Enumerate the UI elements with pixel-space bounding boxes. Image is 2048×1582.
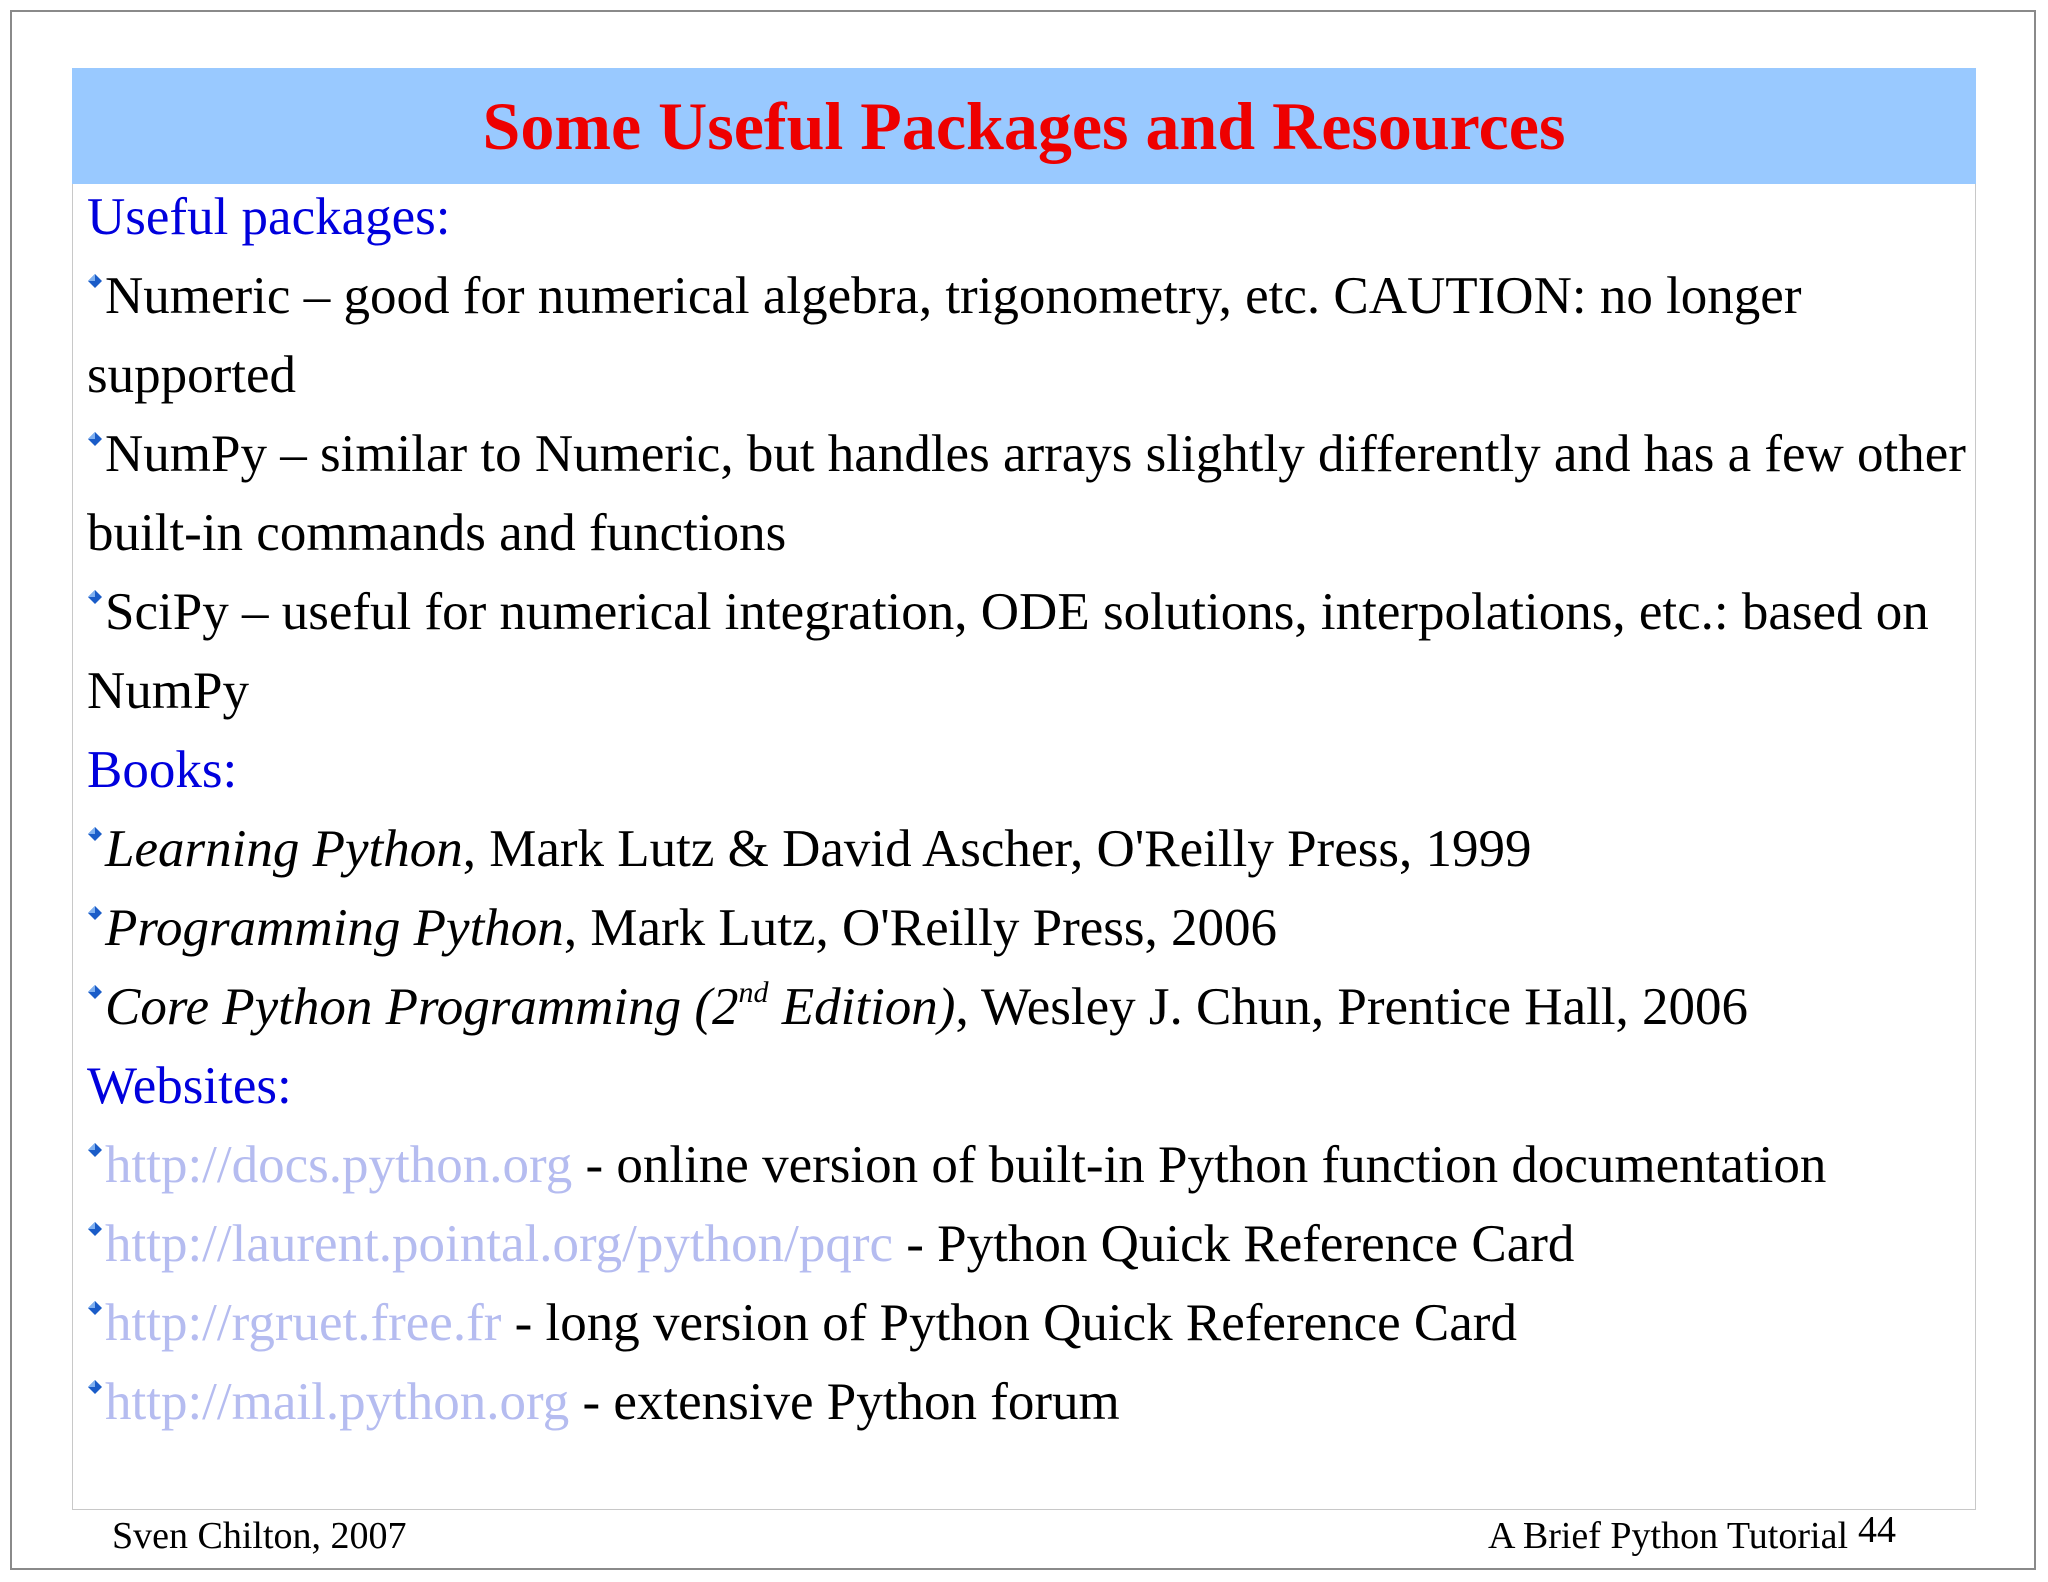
book-title	[105, 978, 955, 1036]
footer-author: Sven Chilton, 2007	[112, 1515, 407, 1557]
bullet-icon	[87, 826, 103, 842]
package-name: SciPy	[105, 583, 229, 641]
footer-tutorial-title: A Brief Python Tutorial	[1488, 1515, 1848, 1557]
website-link[interactable]: http://laurent.pointal.org/python/pqrc	[105, 1215, 894, 1273]
book-title: Learning Python	[105, 820, 463, 878]
book-title-part: Core Python Programming (2	[105, 978, 739, 1036]
website-item	[87, 1363, 1967, 1442]
websites-heading: Websites:	[87, 1057, 292, 1115]
package-name: NumPy	[105, 425, 267, 483]
package-item-numpy	[87, 415, 1967, 573]
package-desc: – similar to Numeric, but handles arrays slightly differently and has a few other built-in commands and functions	[87, 425, 1966, 562]
book-details: , Wesley J. Chun, Prentice Hall, 2006	[955, 978, 1749, 1036]
website-desc: - long version of Python Quick Reference Card	[501, 1294, 1517, 1352]
website-desc: - Python Quick Reference Card	[893, 1215, 1575, 1273]
slide-body	[87, 178, 1967, 1442]
bullet-icon	[87, 1379, 103, 1395]
bullet-icon	[87, 1300, 103, 1316]
website-item	[87, 1126, 1967, 1205]
package-name: Numeric	[105, 267, 291, 325]
book-title: Programming Python	[105, 899, 564, 957]
website-link[interactable]: http://mail.python.org	[105, 1373, 570, 1431]
book-details: , Mark Lutz & David Ascher, O'Reilly Press, 1999	[462, 820, 1532, 878]
package-item-numeric	[87, 257, 1967, 415]
bullet-icon	[87, 905, 103, 921]
website-link[interactable]: http://docs.python.org	[105, 1136, 573, 1194]
bullet-icon	[87, 431, 103, 447]
slide-title: Some Useful Packages and Resources	[482, 88, 1566, 164]
page-number: 44	[1858, 1509, 1896, 1551]
package-item-scipy	[87, 573, 1967, 731]
packages-heading: Useful packages:	[87, 188, 451, 246]
book-item	[87, 889, 1967, 968]
package-desc: – good for numerical algebra, trigonometry, etc. CAUTION: no longer supported	[87, 267, 1802, 404]
package-desc: – useful for numerical integration, ODE solutions, interpolations, etc.: based on NumPy	[87, 583, 1929, 720]
bullet-icon	[87, 1221, 103, 1237]
book-details: , Mark Lutz, O'Reilly Press, 2006	[563, 899, 1278, 957]
bullet-icon	[87, 589, 103, 605]
bullet-icon	[87, 273, 103, 289]
website-item	[87, 1284, 1967, 1363]
website-desc: - extensive Python forum	[569, 1373, 1120, 1431]
bullet-icon	[87, 984, 103, 1000]
book-title-part: Edition)	[768, 978, 956, 1036]
website-item	[87, 1205, 1967, 1284]
books-heading: Books:	[87, 741, 238, 799]
bullet-icon	[87, 1142, 103, 1158]
book-item	[87, 810, 1967, 889]
book-title-superscript: nd	[738, 976, 769, 1009]
website-link[interactable]: http://rgruet.free.fr	[105, 1294, 502, 1352]
website-desc: - online version of built-in Python function documentation	[572, 1136, 1827, 1194]
book-item	[87, 968, 1967, 1047]
